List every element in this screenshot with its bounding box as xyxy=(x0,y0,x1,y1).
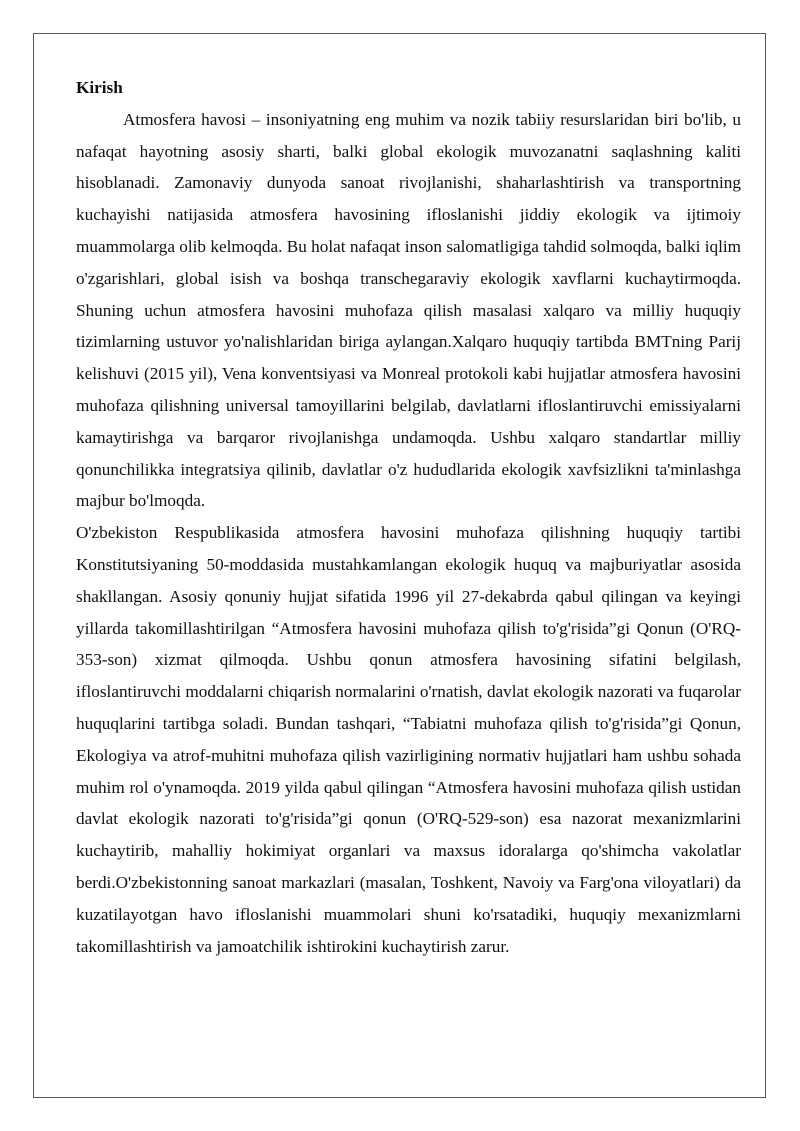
paragraph-uzbekistan-law: O'zbekiston Respublikasida atmosfera havosini muhofaza qilishning huquqiy tartibi Konstitutsiyaning 50-moddasida mustahkamlangan ekologik huquq va majburiyatlar asosida shakllangan. Asosiy qonuniy hujjat sifatida 1996 yil 27-dekabrda qabul qilingan va keyingi yillarda takomillashtirilgan “Atmosfera havosini muhofaza qilish to'g'risida”gi Qonun (O'RQ-353-son) xizmat qilmoqda. Ushbu qonun atmosfera havosining sifatini belgilash, ifloslantiruvchi moddalarni chiqarish normalarini o'rnatish, davlat ekologik nazorati va fuqarolar huquqlarini tartibga soladi. Bundan tashqari, “Tabiatni muhofaza qilish to'g'risida”gi Qonun, Ekologiya va atrof-muhitni muhofaza qilish vazirligining normativ hujjatlari ham ushbu sohada muhim rol o'ynamoqda. 2019 yilda qabul qilingan “Atmosfera havosini muhofaza qilish ustidan davlat ekologik nazorati to'g'risida”gi qonun (O'RQ-529-son) esa nazorat mexanizmlarini kuchaytirib, mahalliy hokimiyat organlari va maxsus idoralarga qo'shimcha vakolatlar berdi.O'zbekistonning sanoat markazlari (masalan, Toshkent, Navoiy va Farg'ona viloyatlari) da kuzatilayotgan havo ifloslanishi muammolari shuni ko'rsatadiki, huquqiy mexanizmlarni takomillashtirish va jamoatchilik ishtirokini kuchaytirish zarur. xyxy=(76,523,741,956)
document-body xyxy=(76,72,741,962)
section-heading: Kirish xyxy=(76,78,123,97)
paragraph-intro: Atmosfera havosi – insoniyatning eng muhim va nozik tabiiy resurslaridan biri bo'lib, u nafaqat hayotning asosiy sharti, balki global ekologik muvozanatni saqlashning kaliti hisoblanadi. Zamonaviy dunyoda sanoat rivojlanishi, shaharlashtirish va transportning kuchayishi natijasida atmosfera havosining ifloslanishi jiddiy ekologik va ijtimoiy muammolarga olib kelmoqda. Bu holat nafaqat inson salomatligiga tahdid solmoqda, balki iqlim o'zgarishlari, global isish va boshqa transchegaraviy ekologik xavflarni kuchaytirmoqda. Shuning uchun atmosfera havosini muhofaza qilish masalasi xalqaro va milliy huquqiy tizimlarning ustuvor yo'nalishlaridan biriga aylangan.Xalqaro huquqiy tartibda BMTning Parij kelishuvi (2015 yil), Vena konventsiyasi va Monreal protokoli kabi hujjatlar atmosfera havosini muhofaza qilishning universal tamoyillarini belgilab, davlatlarni ifloslantiruvchi emissiyalarni kamaytirishga va barqaror rivojlanishga undamoqda. Ushbu xalqaro standartlar milliy qonunchilikka integratsiya qilinib, davlatlar o'z hududlarida ekologik xavfsizlikni ta'minlashga majbur bo'lmoqda. xyxy=(76,109,741,511)
